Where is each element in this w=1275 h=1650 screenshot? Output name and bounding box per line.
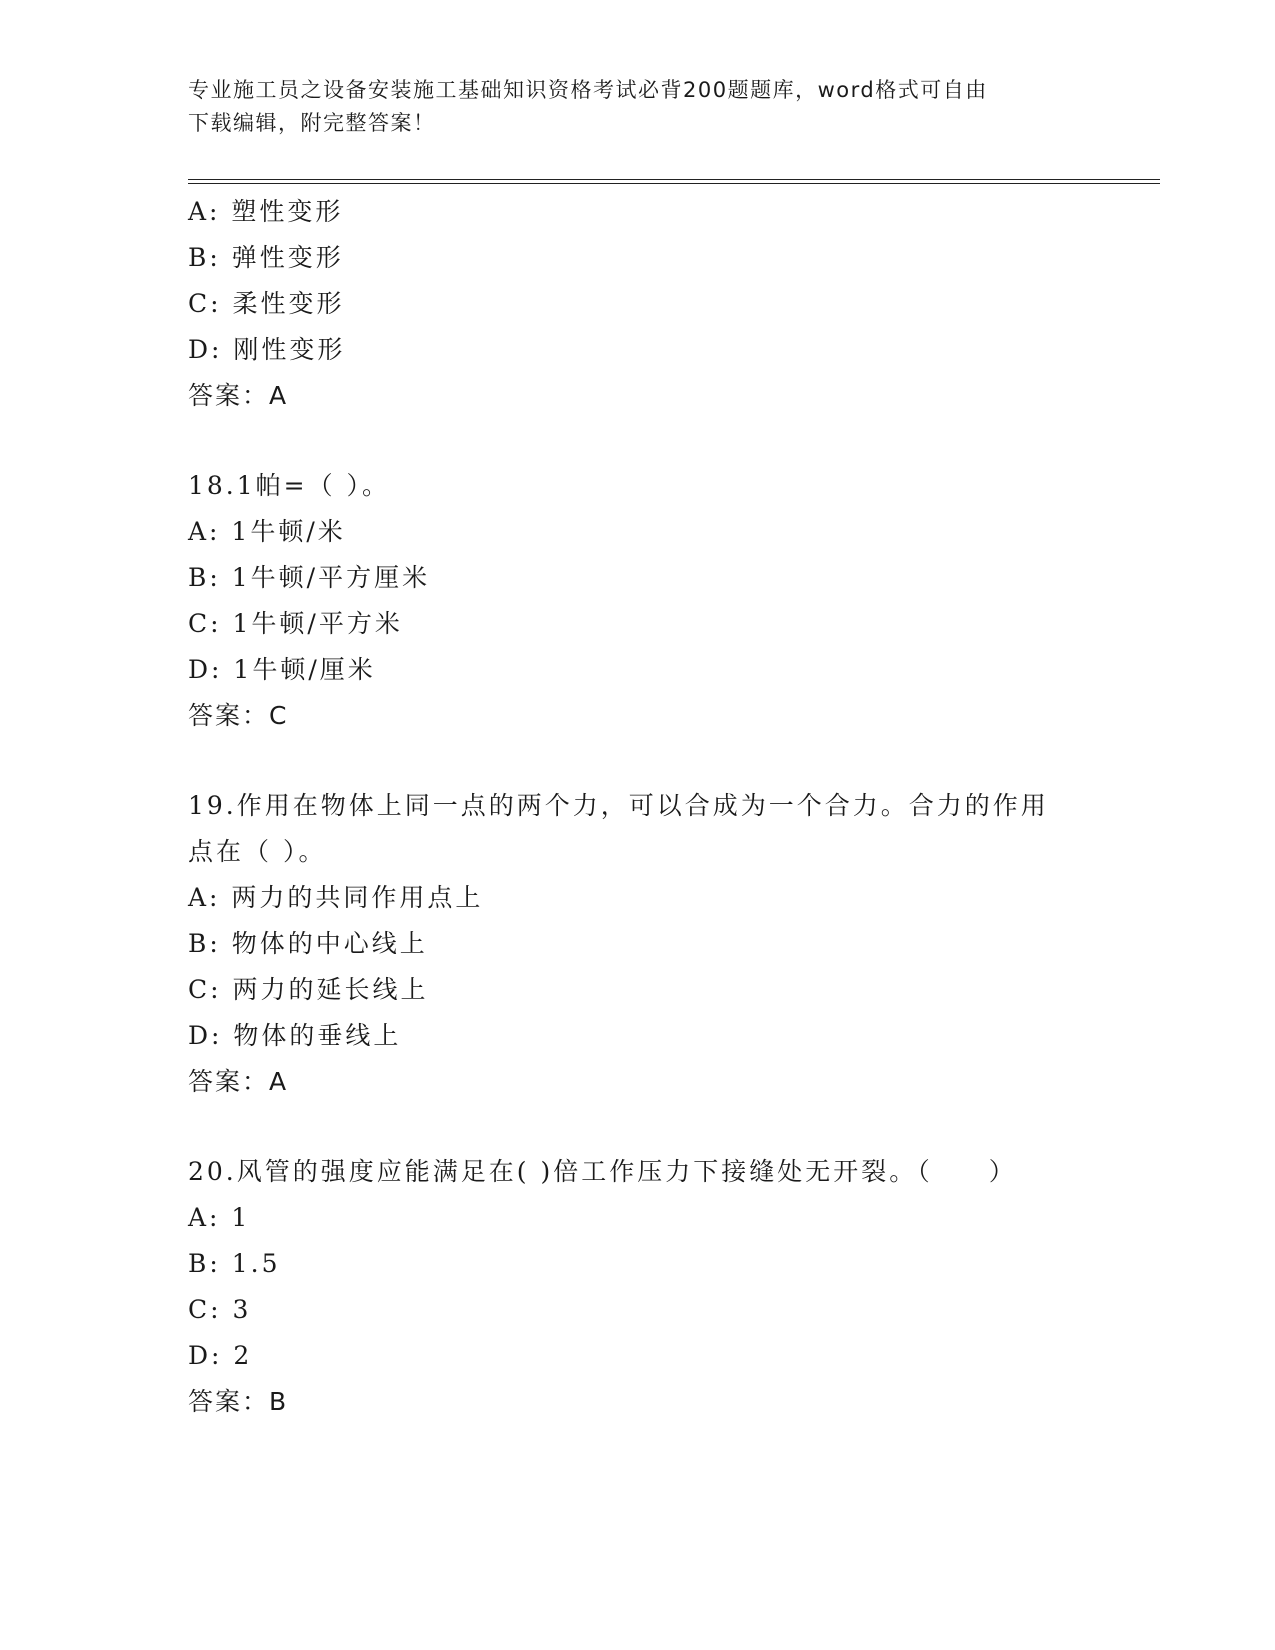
answer: 答案：C bbox=[188, 701, 289, 730]
answer: 答案：A bbox=[188, 1067, 289, 1096]
question-list bbox=[188, 189, 1088, 1425]
header-divider-thick bbox=[188, 179, 1160, 180]
option-a: A: 塑性变形 bbox=[188, 197, 344, 226]
spacer bbox=[188, 419, 1088, 463]
question-stem-line-2: 点在（ ）。 bbox=[188, 837, 327, 866]
document-header bbox=[188, 74, 1068, 140]
option-a: A: 1牛顿/米 bbox=[188, 517, 346, 546]
option-b: B: 物体的中心线上 bbox=[188, 929, 428, 958]
option-b: B: 1.5 bbox=[188, 1249, 281, 1278]
header-line-2: 下载编辑，附完整答案！ bbox=[188, 111, 436, 135]
question-19 bbox=[188, 783, 1088, 1105]
option-a: A: 1 bbox=[188, 1203, 251, 1232]
question-20 bbox=[188, 1149, 1088, 1425]
question-18 bbox=[188, 463, 1088, 739]
question-17 bbox=[188, 189, 1088, 419]
spacer bbox=[188, 739, 1088, 783]
option-a: A: 两力的共同作用点上 bbox=[188, 883, 484, 912]
option-c: C: 1牛顿/平方米 bbox=[188, 609, 403, 638]
answer: 答案：A bbox=[188, 381, 289, 410]
answer: 答案：B bbox=[188, 1387, 289, 1416]
question-stem: 20.风管的强度应能满足在( )倍工作压力下接缝处无开裂。（ ） bbox=[188, 1157, 1017, 1186]
question-stem-line-1: 19.作用在物体上同一点的两个力，可以合成为一个合力。合力的作用 bbox=[188, 791, 1049, 820]
option-c: C: 3 bbox=[188, 1295, 252, 1324]
spacer bbox=[188, 1105, 1088, 1149]
header-divider-thin bbox=[188, 183, 1160, 184]
option-d: D: 2 bbox=[188, 1341, 253, 1370]
question-stem: 18.1帕=（ ）。 bbox=[188, 471, 391, 500]
option-d: D: 刚性变形 bbox=[188, 335, 346, 364]
option-d: D: 物体的垂线上 bbox=[188, 1021, 402, 1050]
option-b: B: 弹性变形 bbox=[188, 243, 344, 272]
option-b: B: 1牛顿/平方厘米 bbox=[188, 563, 431, 592]
option-c: C: 两力的延长线上 bbox=[188, 975, 429, 1004]
option-d: D: 1牛顿/厘米 bbox=[188, 655, 376, 684]
option-c: C: 柔性变形 bbox=[188, 289, 345, 318]
header-line-1: 专业施工员之设备安装施工基础知识资格考试必背200题题库，word格式可自由 bbox=[188, 78, 988, 102]
